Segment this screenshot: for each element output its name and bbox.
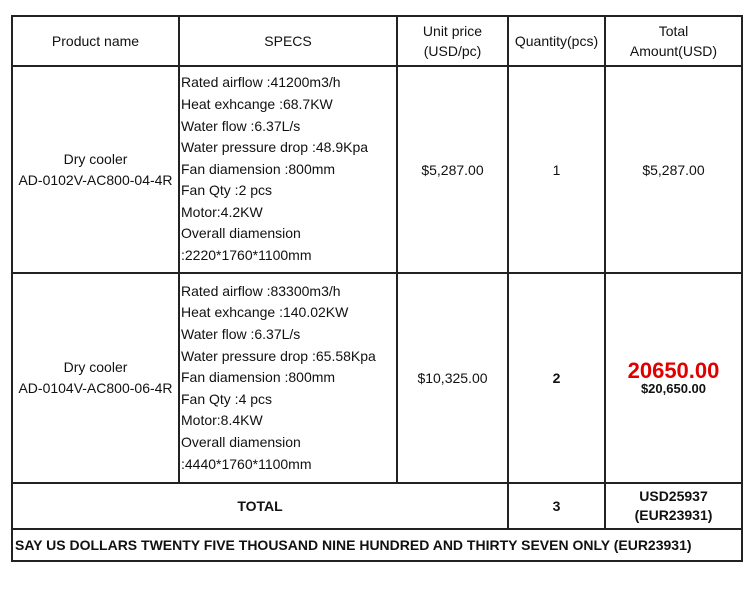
- quantity-cell: 1: [508, 66, 605, 273]
- product-model: AD-0102V-AC800-04-4R: [18, 171, 173, 188]
- product-row-2: [12, 273, 742, 483]
- product-name-cell: [12, 66, 179, 273]
- amount-highlight: 20650.00: [627, 358, 720, 383]
- specs-cell: [179, 273, 397, 483]
- spec-line: Fan diamension :800mm: [181, 160, 336, 177]
- unit-price-cell: $5,287.00: [397, 66, 508, 273]
- header-specs: SPECS: [179, 16, 397, 66]
- quantity-cell: 2: [508, 273, 605, 483]
- spec-line: Heat exhcange :68.7KW: [181, 95, 333, 112]
- spec-line: Overall diamension: [181, 433, 301, 450]
- header-row: [12, 16, 742, 66]
- header-total-amount-line1: Total: [658, 23, 689, 39]
- total-row: [12, 483, 742, 529]
- unit-price-cell: $10,325.00: [397, 273, 508, 483]
- amount-cell: $5,287.00: [605, 66, 742, 273]
- total-amount-cell: [605, 483, 742, 529]
- header-total-amount: [605, 16, 742, 66]
- spec-line: Fan Qty :2 pcs: [181, 182, 273, 199]
- spec-line: Water pressure drop :48.9Kpa: [181, 139, 369, 156]
- amount-cell: [605, 273, 742, 483]
- header-quantity: Quantity(pcs): [508, 16, 605, 66]
- spec-line: :4440*1760*1100mm: [181, 455, 312, 472]
- header-unit-price-line2: (USD/pc): [423, 43, 482, 59]
- spec-line: Water flow :6.37L/s: [181, 117, 301, 134]
- header-unit-price: [397, 16, 508, 66]
- total-quantity: 3: [508, 483, 605, 529]
- total-amount-usd: USD25937: [639, 488, 708, 504]
- product-row-1: [12, 66, 742, 273]
- spec-line: Water flow :6.37L/s: [181, 326, 301, 343]
- spec-line: Rated airflow :83300m3/h: [181, 282, 341, 299]
- spec-line: Rated airflow :41200m3/h: [181, 74, 341, 91]
- spec-line: Water pressure drop :65.58Kpa: [181, 347, 376, 364]
- amount-in-words: SAY US DOLLARS TWENTY FIVE THOUSAND NINE HUNDRED AND THIRTY SEVEN ONLY (EUR23931): [12, 529, 742, 561]
- spec-line: Motor:4.2KW: [181, 203, 263, 220]
- spec-line: Fan diamension :800mm: [181, 369, 336, 386]
- product-name-cell: [12, 273, 179, 483]
- amount-in-words-row: [12, 529, 742, 561]
- quotation-table: [11, 15, 743, 562]
- product-type: Dry cooler: [63, 359, 128, 375]
- spec-line: Overall diamension: [181, 225, 301, 242]
- spec-line: Fan Qty :4 pcs: [181, 390, 273, 407]
- header-product-name: Product name: [12, 16, 179, 66]
- spec-line: Motor:8.4KW: [181, 412, 263, 429]
- product-type: Dry cooler: [63, 150, 128, 167]
- specs-cell: [179, 66, 397, 273]
- spec-line: :2220*1760*1100mm: [181, 247, 312, 264]
- spec-line: Heat exhcange :140.02KW: [181, 304, 349, 321]
- total-amount-eur: (EUR23931): [634, 507, 713, 523]
- amount-value: $20,650.00: [640, 381, 707, 396]
- product-model: AD-0104V-AC800-06-4R: [18, 380, 173, 396]
- header-total-amount-line2: Amount(USD): [629, 43, 718, 59]
- total-label: TOTAL: [12, 483, 508, 529]
- header-unit-price-line1: Unit price: [422, 23, 483, 39]
